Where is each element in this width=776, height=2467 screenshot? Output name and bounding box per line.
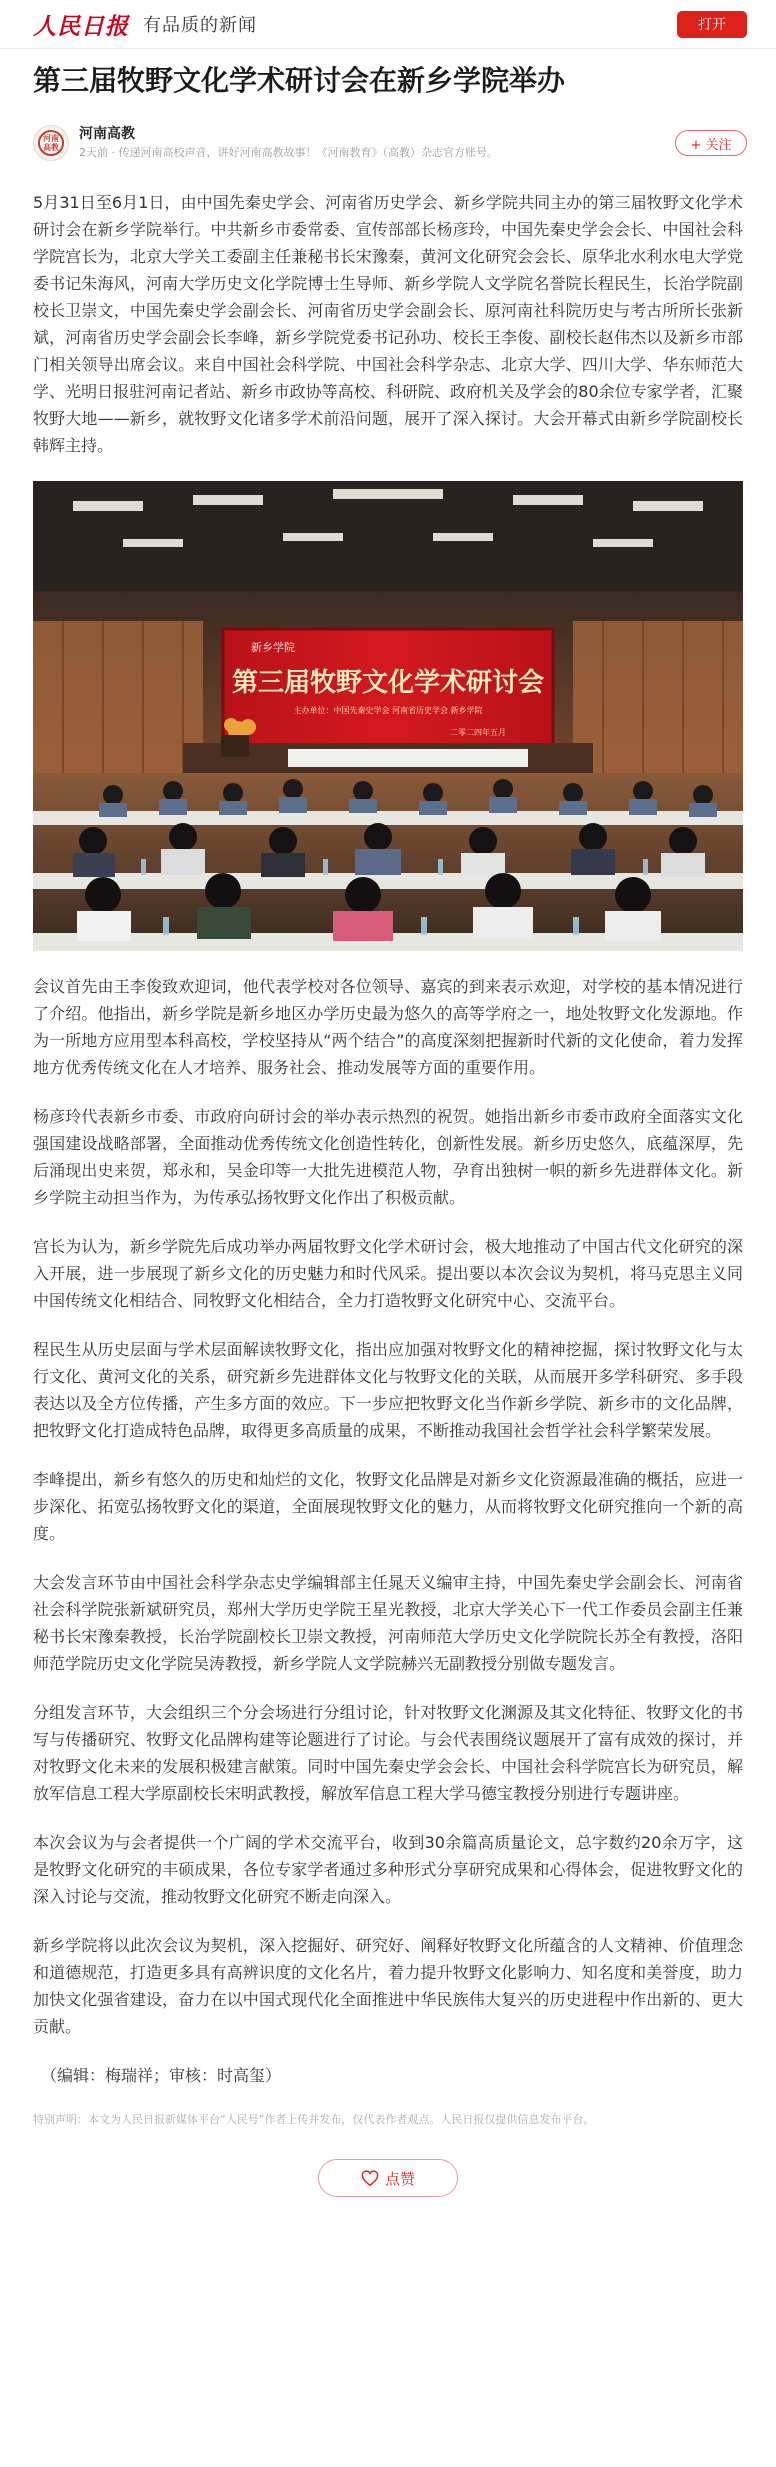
author-row <box>33 123 747 163</box>
banner-subtitle: 主办单位：中国先秦史学会 河南省历史学会 新乡学院 <box>293 706 483 715</box>
author-subtitle: 2天前 · 传递河南高校声音，讲好河南高教故事！《河南教育》（高教）杂志官方账号。 <box>79 146 498 159</box>
paragraph-2: 会议首先由王李俊致欢迎词，他代表学校对各位领导、嘉宾的到来表示欢迎，对学校的基本情况进行了介绍。他指出，新乡学院是新乡地区办学历史最为悠久的高等学府之一，地处牧野文化发源地。作为一所地方应用型本科高校，学校坚持从“两个结合”的高度深刻把握新时代新的文化使命，着力发挥地方优秀传统文化在人才培养、服务社会、推动发展等方面的重要作用。 <box>33 977 743 1077</box>
paragraph-5: 程民生从历史层面与学术层面解读牧野文化，指出应加强对牧野文化的精神挖掘，探讨牧野文化与太行文化、黄河文化的关系，研究新乡先进群体文化与牧野文化的关联，从而展开多学科研究、多手段表达以及全方位传播，产生多方面的效应。下一步应把牧野文化当作新乡学院、新乡市的文化品牌，把牧野文化打造成特色品牌，取得更多高质量的成果，不断推动我国社会哲学社会科学繁荣发展。 <box>33 1340 743 1440</box>
heart-icon <box>361 2170 379 2186</box>
editor-line: （编辑：梅瑞祥；审核：时高玺） <box>41 2066 282 2085</box>
people-daily-logo[interactable]: 人民日报 <box>33 12 129 40</box>
author-name[interactable]: 河南高教 <box>79 126 135 142</box>
avatar[interactable] <box>33 125 69 161</box>
paragraph-9: 本次会议为与会者提供一个广阔的学术交流平台，收到30余篇高质量论文，总字数约20余万字，这是牧野文化研究的丰硕成果，各位专家学者通过多种形式分享研究成果和心得体会，促进牧野文化的深入讨论与交流，推动牧野文化研究不断走向深入。 <box>33 1833 743 1906</box>
banner-title: 第三届牧野文化学术研讨会 <box>231 668 545 698</box>
disclaimer: 特别声明：本文为人民日报新媒体平台“人民号”作者上传并发布，仅代表作者观点。人民日报仅提供信息发布平台。 <box>33 2113 595 2126</box>
paragraph-7: 大会发言环节由中国社会科学杂志史学编辑部主任晁天义编审主持，中国先秦史学会副会长、河南省社会科学院张新斌研究员，郑州大学历史学院王星光教授，北京大学关心下一代工作委员会副主任兼秘书长宋豫秦教授，长治学院副校长卫崇文教授，河南师范大学历史文化学院院长苏全有教授，洛阳师范学院历史文化学院吴涛教授，新乡学院人文学院赫兴无副教授分别做专题发言。 <box>33 1573 743 1673</box>
banner-date: 二零二四年五月 <box>450 728 506 737</box>
like-area <box>33 2159 743 2197</box>
top-bar <box>0 0 776 49</box>
paragraph-6: 李峰提出，新乡有悠久的历史和灿烂的文化，牧野文化品牌是对新乡文化资源最准确的概括，应进一步深化、拓宽弘扬牧野文化的渠道，全面展现牧野文化的魅力，从而将牧野文化研究推向一个新的高度。 <box>33 1470 743 1543</box>
avatar-logo: 河南高教 <box>38 130 64 156</box>
paragraph-8: 分组发言环节，大会组织三个分会场进行分组讨论，针对牧野文化渊源及其文化特征、牧野文化的书写与传播研究、牧野文化品牌构建等论题进行了讨论。与会代表围绕议题展开了富有成效的探讨，并对牧野文化未来的发展积极建言献策。同时中国先秦史学会会长、中国社会科学院宫长为研究员，解放军信息工程大学原副校长宋明武教授，解放军信息工程大学马德宝教授分别进行专题讲座。 <box>33 1703 743 1803</box>
banner-logo: 新乡学院 <box>251 641 295 654</box>
follow-button[interactable]: + 关注 <box>675 130 747 156</box>
paragraph-4: 宫长为认为，新乡学院先后成功举办两届牧野文化学术研讨会，极大地推动了中国古代文化研究的深入开展，进一步展现了新乡文化的历史魅力和时代风采。提出要以本次会议为契机，将马克思主义同中国传统文化相结合、同牧野文化相结合，全力打造牧野文化研究中心、交流平台。 <box>33 1237 743 1310</box>
paragraph-3: 杨彦玲代表新乡市委、市政府向研讨会的举办表示热烈的祝贺。她指出新乡市委市政府全面落实文化强国建设战略部署，全面推动优秀传统文化创造性转化，创新性发展。新乡历史悠久，底蕴深厚，先后涌现出史来贺，郑永和，吴金印等一大批先进模范人物，孕育出独树一帜的新乡先进群体文化。新乡学院主动担当作为，为传承弘扬牧野文化作出了积极贡献。 <box>33 1107 743 1207</box>
conference-photo <box>33 481 743 951</box>
open-app-button[interactable]: 打开 <box>677 11 747 38</box>
conference-photo-illustration <box>33 481 743 951</box>
paragraph-10: 新乡学院将以此次会议为契机，深入挖掘好、研究好、阐释好牧野文化所蕴含的人文精神、价值理念和道德规范，打造更多具有高辨识度的文化名片，着力提升牧野文化影响力、知名度和美誉度，助力加快文化强省建设，奋力在以中国式现代化全面推进中华民族伟大复兴的历史进程中作出新的、更大贡献。 <box>33 1936 743 2036</box>
like-label: 点赞 <box>384 2169 415 2188</box>
like-button[interactable] <box>318 2159 458 2197</box>
author-meta <box>79 125 675 161</box>
article-body <box>33 189 743 2197</box>
article-title: 第三届牧野文化学术研讨会在新乡学院举办 <box>33 64 566 97</box>
paragraph-1: 5月31日至6月1日，由中国先秦史学会、河南省历史学会、新乡学院共同主办的第三届牧野文化学术研讨会在新乡学院举行。中共新乡市委常委、宣传部部长杨彦玲，中国先秦史学会会长、中国社会科学院宫长为，北京大学关工委副主任兼秘书长宋豫秦，黄河文化研究会会长、原华北水利水电大学党委书记朱海风，河南大学历史文化学院博士生导师、新乡学院人文学院名誉院长程民生，长治学院副校长卫崇文，中国先秦史学会副会长、河南省历史学会副会长、原河南社科院历史与考古所所长张新斌，河南省历史学会副会长李峰，新乡学院党委书记孙功、校长王李俊、副校长赵伟杰以及新乡市部门相关领导出席会议。来自中国社会科学院、中国社会科学杂志、北京大学、四川大学、华东师范大学、光明日报驻河南记者站、新乡市政协等高校、科研院、政府机关及学会的80余位专家学者，汇聚牧野大地——新乡，就牧野文化诸多学术前沿问题，展开了深入探讨。大会开幕式由新乡学院副校长韩辉主持。 <box>33 193 743 455</box>
slogan: 有品质的新闻 <box>143 15 257 36</box>
brand <box>33 8 257 41</box>
